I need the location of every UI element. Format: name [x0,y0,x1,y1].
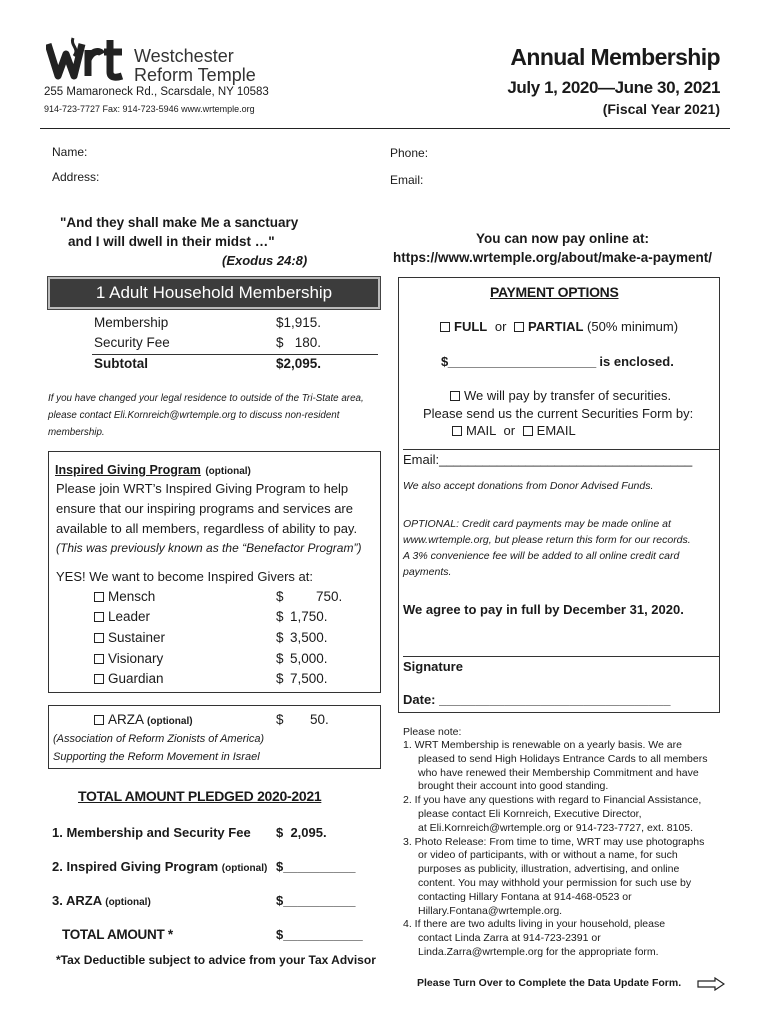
partial-checkbox[interactable] [514,322,524,332]
address-field-label[interactable]: Address: [52,170,100,184]
inspired-line1: Please join WRT’s Inspired Giving Program to help [56,481,349,496]
residence-note-3: membership. [48,427,105,438]
level-dollar: $ [276,671,284,686]
pay-online-url[interactable]: https://www.wrtemple.org/about/make-a-payment/ [393,250,713,265]
note-line: contact Linda Zarra at 914-723-2391 or [418,932,601,945]
enclosed-text: is enclosed. [599,354,674,369]
note-line: Linda.Zarra@wrtemple.org for the appropriate form. [418,945,659,958]
subtotal-amount: $2,095. [276,356,322,371]
org-contact: 914-723-7727 Fax: 914-723-5946 www.wrtemple.org [44,104,255,114]
cc-line3: A 3% convenience fee will be added to all online credit card [403,550,680,562]
total-item1-label: 1. Membership and Security Fee [52,825,251,840]
payment-options-title: PAYMENT OPTIONS [490,284,619,300]
inspired-title-text: Inspired Giving Program [55,463,201,477]
note-line: please contact Eli Kornreich, Executive Director, [418,807,642,820]
level-amount: 5,000. [290,651,328,666]
right-arrow-icon [697,977,725,996]
level-amount: 7,500. [290,671,328,686]
note-line: who have renewed their Membership Commitment and have [418,766,699,779]
quote-citation: (Exodus 24:8) [222,253,308,268]
arza-label: ARZA [108,712,144,727]
residence-note-1: If you have changed your legal residence to outside of the Tri-State area, [48,393,364,404]
visionary-checkbox[interactable] [94,654,104,664]
email-checkbox[interactable] [523,426,533,436]
total-pledged-title: TOTAL AMOUNT PLEDGED 2020-2021 [78,788,322,804]
note-line: 3. Photo Release: From time to time, WRT may use photographs [403,835,705,848]
note-line: Hillary.Fontana@wrtemple.org. [418,904,563,917]
inspired-line3: available to all members, regardless of ability to pay. [56,521,358,536]
level-amount: 1,750. [290,609,328,624]
membership-amount: $1,915. [276,315,322,330]
agree-text: We agree to pay in full by December 31, 2020. [403,602,684,617]
total-amount-label: TOTAL AMOUNT * [62,927,173,942]
arza-optional: (optional) [147,716,193,727]
signature-line[interactable] [403,656,719,657]
membership-dates: July 1, 2020—June 30, 2021 [507,78,720,97]
total-item3-text: 3. ARZA [52,893,102,908]
subtotal-row: Subtotal [94,356,148,371]
subtotal-divider [92,354,378,355]
mail-label: MAIL [466,423,496,438]
name-field-label[interactable]: Name: [52,145,88,159]
fiscal-year: (Fiscal Year 2021) [602,101,720,117]
full-label: FULL [454,319,488,334]
arza-line2: Supporting the Reform Movement in Israel [53,751,260,763]
org-address: 255 Mamaroneck Rd., Scarsdale, NY 10583 [44,86,269,98]
note-line: pleased to send High Holidays Entrance Cards to all members [418,752,708,765]
partial-label: PARTIAL [528,319,584,334]
inspired-optional: (optional) [205,466,251,477]
inspired-giving-title [55,461,251,479]
send-form-text: Please send us the current Securities Form by: [423,406,694,421]
note-line: content. You may withhold your permission for such use by [418,876,692,889]
note-line: at Eli.Kornreich@wrtemple.org or 914-723-7727, ext. 8105. [418,821,694,834]
total-item3-blank[interactable]: $__________ [276,893,356,908]
quote-line2: and I will dwell in their midst …" [68,234,275,249]
date-field[interactable]: Date: ________________________________ [403,692,671,707]
visionary-label: Visionary [108,651,164,666]
level-dollar: $ [276,589,284,604]
header-divider [40,128,730,129]
note-line: contacting Hillary Fontana at 914-468-0523 or [418,890,632,903]
enclosed-blank[interactable]: $______________________ [441,354,596,369]
level-amount: 750. [316,589,343,604]
notes-list [403,739,723,960]
sustainer-label: Sustainer [108,630,166,645]
full-checkbox[interactable] [440,322,450,332]
total-item3-label [52,893,151,908]
mail-checkbox[interactable] [452,426,462,436]
securities-row [450,388,671,403]
arza-dollar: $ [276,712,284,727]
turn-over-text: Please Turn Over to Complete the Data Update Form. [417,977,682,989]
security-fee-row: Security Fee [94,335,170,350]
note-line: 4. If there are two adults living in your household, please [403,918,666,931]
level-mensch[interactable] [94,589,155,604]
arza-option[interactable] [94,712,193,727]
arza-amount: 50. [310,712,329,727]
or-text: or [494,319,507,334]
level-amount: 3,500. [290,630,328,645]
security-fee-amount: $ 180. [276,335,322,350]
note-line: or video of participants, with or without a name, for such [418,849,678,862]
level-guardian[interactable] [94,671,164,686]
logo-mark-icon [46,36,126,82]
level-sustainer[interactable] [94,630,165,645]
guardian-checkbox[interactable] [94,674,104,684]
wrt-logo [46,36,126,82]
cc-line4: payments. [403,566,452,578]
level-visionary[interactable] [94,651,163,666]
phone-field-label[interactable]: Phone: [390,146,429,160]
membership-header [48,277,380,309]
total-item2-blank[interactable]: $__________ [276,859,356,874]
total-item2-label [52,859,267,874]
form-title: Annual Membership [510,44,720,70]
level-dollar: $ [276,630,284,645]
inspired-line4: (This was previously known as the “Benefactor Program”) [56,541,362,555]
note-line: 2. If you have any questions with regard to Financial Assistance, [403,794,702,807]
cc-line2: www.wrtemple.org, but please return this form for our records. [403,534,691,546]
cc-line1: OPTIONAL: Credit card payments may be made online at [403,518,671,530]
mail-email-row [452,423,576,438]
or-text: or [503,423,516,438]
org-name-line2: Reform Temple [134,65,256,85]
payment-email-field[interactable]: Email:___________________________________ [403,449,719,467]
enclosed-row [441,354,674,369]
signature-label: Signature [403,659,463,674]
payment-options-box [398,277,720,713]
total-amount-blank[interactable]: $___________ [276,927,363,942]
notes-head: Please note: [403,726,462,738]
full-partial-row [440,319,678,334]
guardian-label: Guardian [108,671,164,686]
partial-note: (50% minimum) [587,319,679,334]
residence-note-2: please contact Eli.Kornreich@wrtemple.org to discuss non-resident [48,410,340,421]
inspired-line2: ensure that our inspiring programs and services are [56,501,353,516]
total-item1-amount: $ 2,095. [276,825,327,840]
securities-text: We will pay by transfer of securities. [464,388,672,403]
leader-label: Leader [108,609,151,624]
quote-line1: "And they shall make Me a sanctuary [60,215,299,230]
inspired-yes: YES! We want to become Inspired Givers at: [56,569,313,584]
pay-online-text: You can now pay online at: [476,231,650,246]
mensch-checkbox[interactable] [94,592,104,602]
org-name-line1: Westchester [134,46,234,66]
arza-line1: (Association of Reform Zionists of America) [53,733,265,745]
level-dollar: $ [276,609,284,624]
leader-checkbox[interactable] [94,612,104,622]
level-dollar: $ [276,651,284,666]
securities-checkbox[interactable] [450,391,460,401]
email-option-label: EMAIL [536,423,576,438]
total-item3-opt: (optional) [105,897,151,908]
membership-row: Membership [94,315,169,330]
note-line: brought their account into good standing. [418,780,609,793]
sustainer-checkbox[interactable] [94,633,104,643]
membership-header-text: 1 Adult Household Membership [95,283,333,302]
total-item2-text: 2. Inspired Giving Program [52,859,219,874]
email-field-label[interactable]: Email: [390,173,424,187]
note-line: 1. WRT Membership is renewable on a yearly basis. We are [403,739,682,751]
daf-text: We also accept donations from Donor Advised Funds. [403,480,654,492]
arza-checkbox[interactable] [94,715,104,725]
mensch-label: Mensch [108,589,156,604]
total-item2-opt: (optional) [221,863,268,874]
tax-footnote: *Tax Deductible subject to advice from your Tax Advisor [56,953,376,967]
note-line: purposes as publicity, illustration, advertising, and online [418,863,680,876]
level-leader[interactable] [94,609,150,624]
